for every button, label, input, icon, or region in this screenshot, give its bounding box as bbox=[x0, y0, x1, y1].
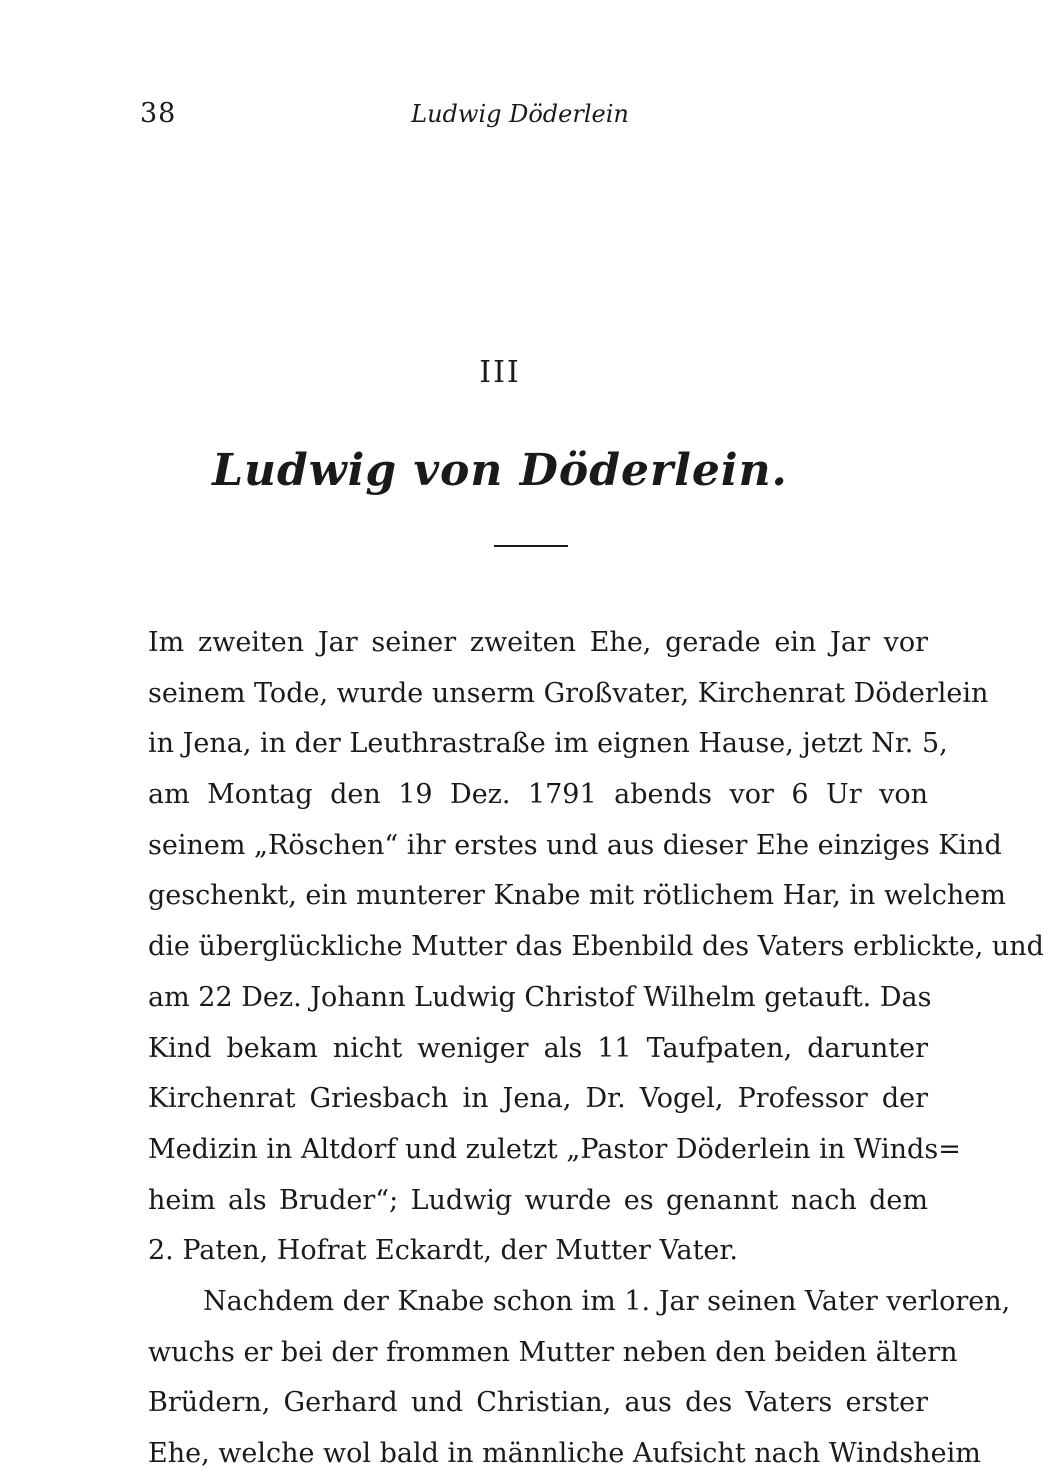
page-number: 38 bbox=[140, 98, 177, 129]
text-line: Im zweiten Jar seiner zweiten Ehe, gerade ein Jar vor bbox=[148, 627, 928, 658]
text-line: Ehe, welche wol bald in männliche Aufsicht nach Windsheim bbox=[148, 1438, 981, 1469]
text-line: Kind bekam nicht weniger als 11 Taufpaten, darunter bbox=[148, 1032, 928, 1064]
text-line: wuchs er bei der frommen Mutter neben den beiden ältern bbox=[148, 1336, 958, 1368]
text-line: seinem Tode, wurde unserm Großvater, Kirchenrat Döderlein bbox=[148, 677, 989, 709]
text-line: die überglückliche Mutter das Ebenbild des Vaters erblickte, und bbox=[148, 931, 1044, 963]
text-line: am 22 Dez. Johann Ludwig Christof Wilhelm getauft. Das bbox=[148, 981, 932, 1013]
text-line: 2. Paten, Hofrat Eckardt, der Mutter Vater. bbox=[148, 1235, 738, 1267]
text-line: Kirchenrat Griesbach in Jena, Dr. Vogel, Professor der bbox=[148, 1083, 928, 1115]
text-line: geschenkt, ein munterer Knabe mit rötlichem Har, in welchem bbox=[148, 880, 1006, 912]
page-header bbox=[140, 98, 900, 138]
text-line: seinem „Röschen“ ihr erstes und aus dieser Ehe einziges Kind bbox=[148, 829, 1002, 861]
text-line: Brüdern, Gerhard und Christian, aus des Vaters erster bbox=[148, 1387, 928, 1419]
text-line: heim als Bruder“; Ludwig wurde es genannt nach dem bbox=[148, 1184, 928, 1216]
text-line: Nachdem der Knabe schon im 1. Jar seinen Vater verloren, bbox=[203, 1285, 1011, 1317]
running-title: Ludwig Döderlein bbox=[411, 100, 629, 128]
body-text bbox=[148, 618, 1044, 1480]
text-line: Medizin in Altdorf und zuletzt „Pastor Döderlein in Winds= bbox=[148, 1133, 961, 1165]
text-line: in Jena, in der Leuthrastraße im eignen Hause, jetzt Nr. 5, bbox=[148, 728, 948, 760]
text-line: am Montag den 19 Dez. 1791 abends vor 6 Ur von bbox=[148, 779, 928, 811]
chapter-divider bbox=[494, 545, 568, 547]
chapter-number: III bbox=[479, 355, 521, 390]
chapter-title: Ludwig von Döderlein. bbox=[212, 445, 788, 496]
